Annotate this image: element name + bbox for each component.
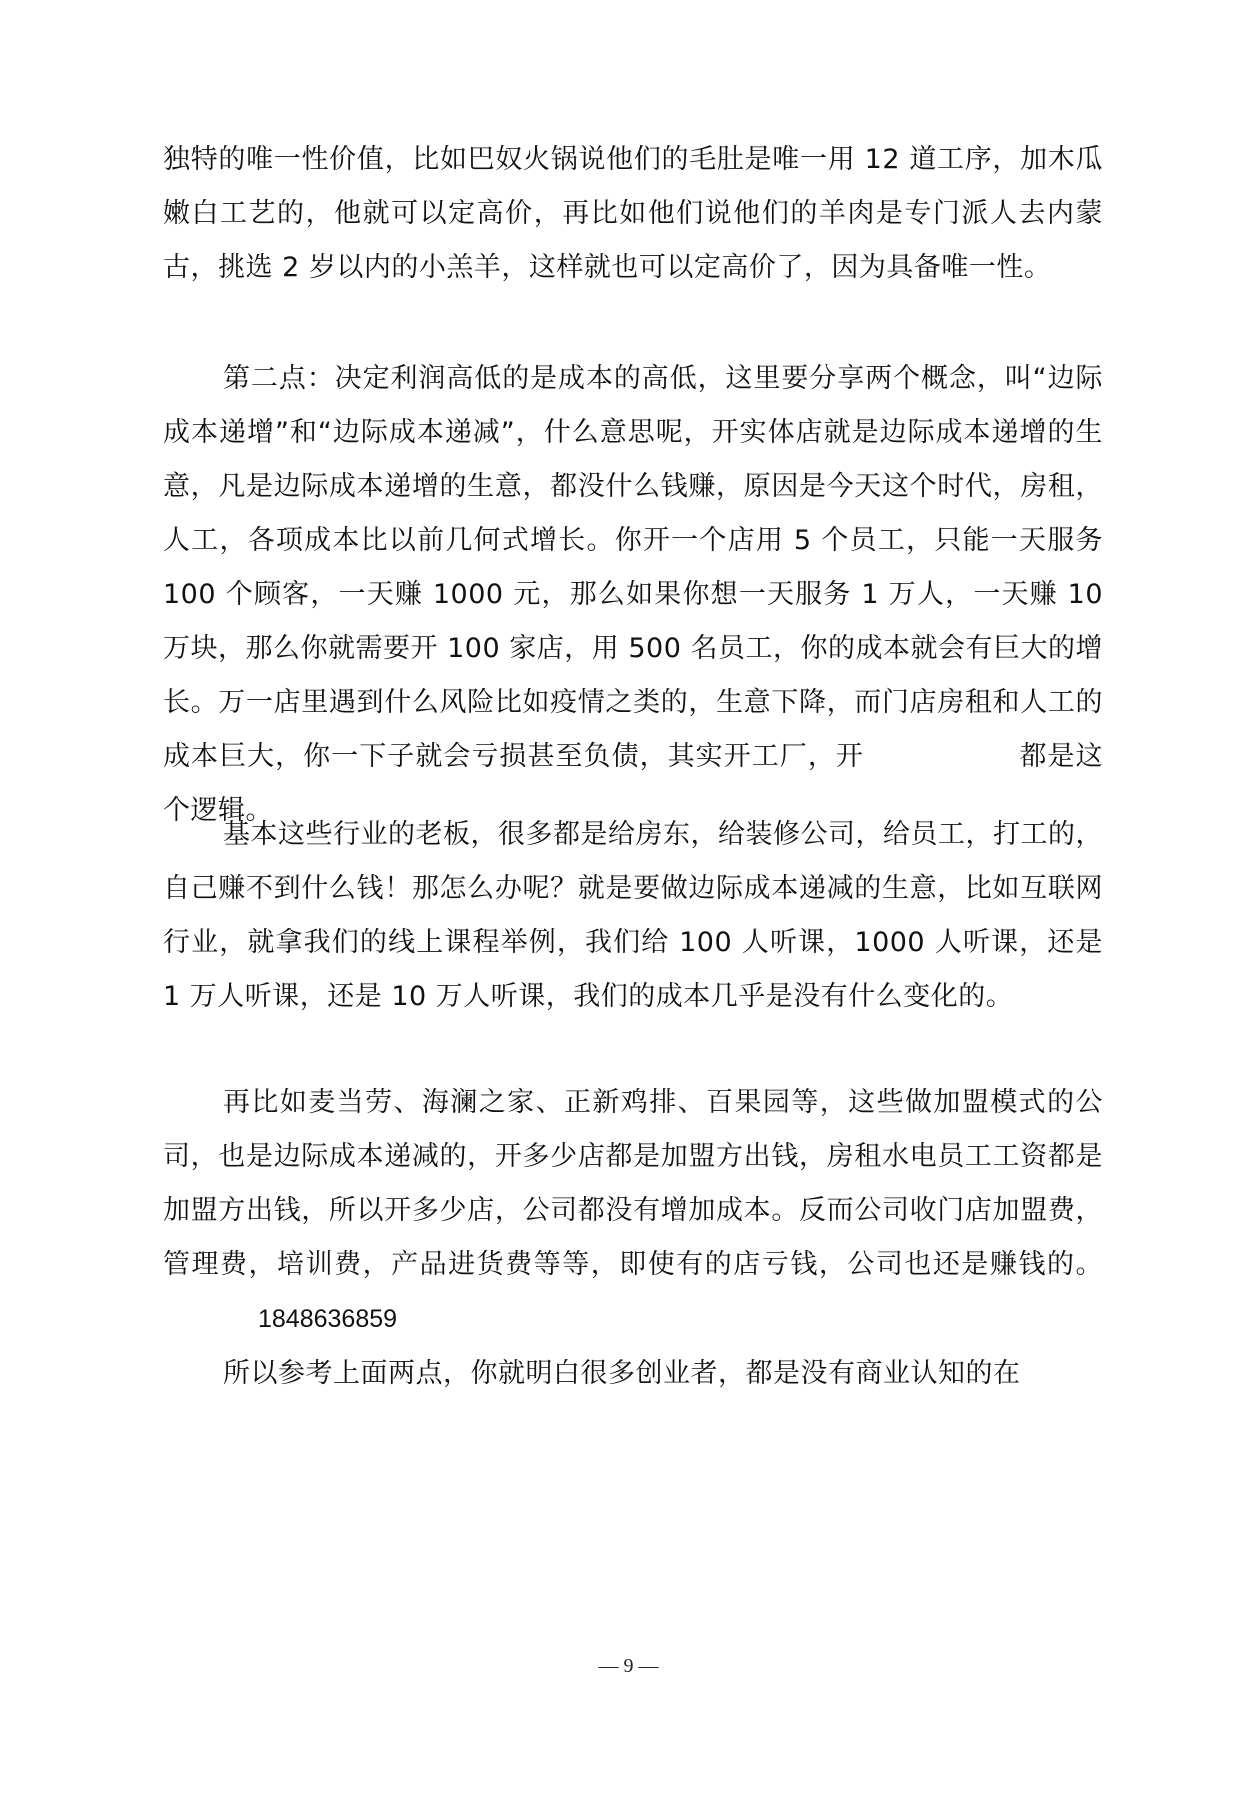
paragraph-5	[163, 1347, 1103, 1401]
paragraph-text-part: 都是这个逻辑。	[163, 741, 1104, 826]
paragraph-text: 基本这些行业的老板，很多都是给房东，给装修公司，给员工，打工的，自己赚不到什么钱！那怎么办呢？就是要做边际成本递减的生意，比如互联网行业，就拿我们的线上课程举例，我们给 100 人听课，1000 人听课，还是 1 万人听课，还是 10 万人听课，我们的成本几乎是没有什么变化的。	[163, 819, 1103, 1012]
paragraph-text	[163, 352, 1103, 838]
paragraph-2	[163, 352, 1103, 838]
phone-number: 1848636859	[258, 1305, 398, 1333]
paragraph-3	[163, 808, 1103, 1024]
paragraph-4	[163, 1076, 1103, 1346]
paragraph-1	[163, 133, 1103, 295]
paragraph-text-part: 再比如麦当劳、海澜之家、正新鸡排、百果园等，这些做加盟模式的公司，也是边际成本递减的，开多少店都是加盟方出钱，房租水电员工工资都是加盟方出钱，所以开多少店，公司都没有增加成本。反而公司收门店加盟费，管理费，培训费，产品进货费等等，即使有的店亏钱，公司也还是赚钱的。	[163, 1087, 1103, 1280]
paragraph-text	[163, 1076, 1103, 1346]
paragraph-text: 所以参考上面两点，你就明白很多创业者，都是没有商业认知的在	[223, 1358, 1021, 1389]
paragraph-text-part: 第二点：决定利润高低的是成本的高低，这里要分享两个概念，叫“边际成本递增”和“边际成本递减”，什么意思呢，开实体店就是边际成本递增的生意，凡是边际成本递增的生意，都没什么钱赚，原因是今天这个时代，房租，人工，各项成本比以前几何式增长。你开一个店用 5 个员工，只能一天服务 100 个顾客，一天赚 1000 元，那么如果你想一天服务 1 万人，一天赚 10 万块，那么你就需要开 100 家店，用 500 名员工，你的成本就会有巨大的增长。万一店里遇到什么风险比如疫情之类的，生意下降，而门店房租和人工的成本巨大，你一下子就会亏损甚至负债，其实开工厂，开	[163, 363, 1103, 772]
page-number: — 9 —	[598, 1655, 659, 1677]
paragraph-text: 独特的唯一性价值，比如巴奴火锅说他们的毛肚是唯一用 12 道工序，加木瓜嫩白工艺的，他就可以定高价，再比如他们说他们的羊肉是专门派人去内蒙古，挑选 2 岁以内的小羔羊，这样就也可以定高价了，因为具备唯一性。	[163, 144, 1103, 283]
